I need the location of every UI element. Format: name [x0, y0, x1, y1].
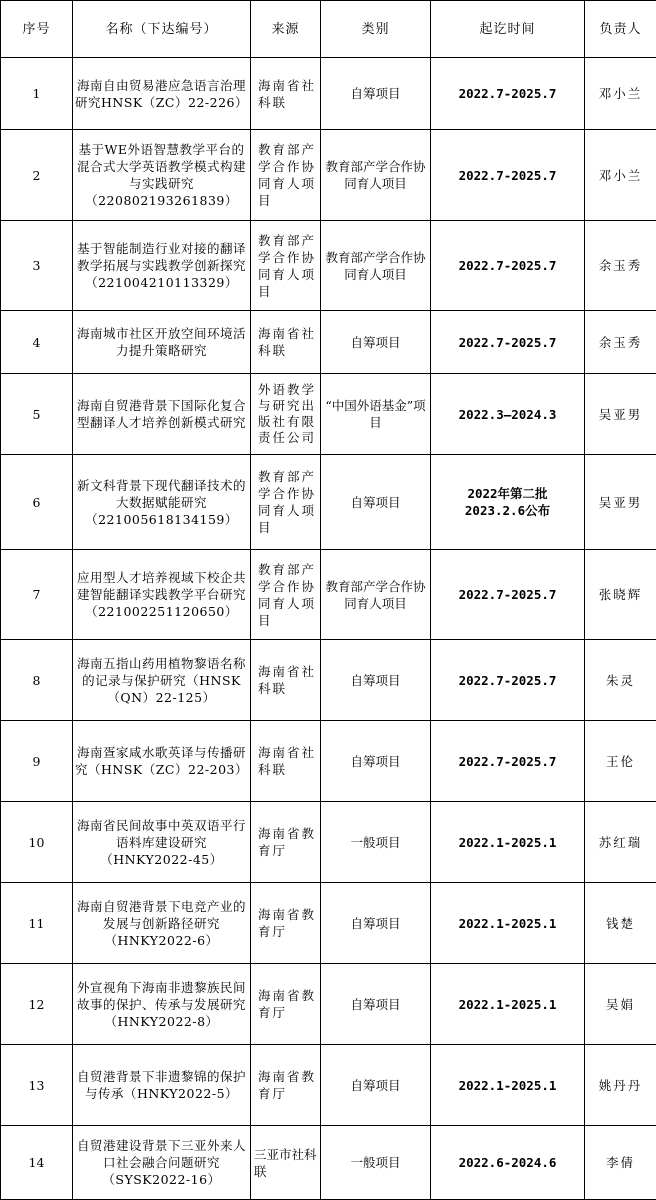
cell-no: 4: [1, 311, 73, 374]
cell-name: 基于智能制造行业对接的翻译教学拓展与实践教学创新探究（221004210113329）: [73, 221, 251, 311]
cell-no: 3: [1, 221, 73, 311]
cell-source: 海南省社科联: [251, 640, 321, 721]
cell-name: 海南自贸港背景下国际化复合型翻译人才培养创新模式研究: [73, 374, 251, 455]
cell-source: 教育部产学合作协同育人项目: [251, 455, 321, 550]
cell-source: 海南省教育厅: [251, 964, 321, 1045]
cell-name: 自贸港背景下非遗黎锦的保护与传承（HNKY2022-5）: [73, 1045, 251, 1126]
cell-category: 自筹项目: [321, 964, 431, 1045]
cell-name: 应用型人才培养视域下校企共建智能翻译实践教学平台研究（221002251120650）: [73, 550, 251, 640]
cell-category: 自筹项目: [321, 721, 431, 802]
cell-period: 2022年第二批2023.2.6公布: [431, 455, 585, 550]
cell-person: 苏红瑞: [585, 802, 656, 883]
cell-category: 自筹项目: [321, 883, 431, 964]
cell-no: 2: [1, 130, 73, 221]
cell-category: 自筹项目: [321, 455, 431, 550]
cell-period: 2022.7-2025.7: [431, 221, 585, 311]
cell-person: 邓小兰: [585, 58, 656, 130]
cell-period: 2022.7-2025.7: [431, 130, 585, 221]
cell-no: 7: [1, 550, 73, 640]
cell-no: 14: [1, 1126, 73, 1200]
cell-source: 教育部产学合作协同育人项目: [251, 130, 321, 221]
cell-category: 自筹项目: [321, 1045, 431, 1126]
cell-person: 余玉秀: [585, 311, 656, 374]
cell-person: 吴亚男: [585, 455, 656, 550]
cell-name: 海南城市社区开放空间环境活力提升策略研究: [73, 311, 251, 374]
cell-person: 王伦: [585, 721, 656, 802]
cell-person: 朱灵: [585, 640, 656, 721]
cell-person: 钱楚: [585, 883, 656, 964]
table-row: [1, 802, 656, 883]
cell-period: 2022.7-2025.7: [431, 640, 585, 721]
cell-category: 教育部产学合作协同育人项目: [321, 130, 431, 221]
cell-source: 海南省教育厅: [251, 802, 321, 883]
cell-category: 一般项目: [321, 802, 431, 883]
cell-person: 吴娟: [585, 964, 656, 1045]
cell-period: 2022.7-2025.7: [431, 311, 585, 374]
cell-source: 海南省社科联: [251, 58, 321, 130]
cell-person: 邓小兰: [585, 130, 656, 221]
table-row: [1, 1045, 656, 1126]
table-row: [1, 964, 656, 1045]
cell-category: 自筹项目: [321, 640, 431, 721]
cell-period: 2022.1-2025.1: [431, 802, 585, 883]
cell-source: 海南省社科联: [251, 721, 321, 802]
header-source: 来源: [251, 1, 321, 58]
header-name: 名称（下达编号）: [73, 1, 251, 58]
table-row: [1, 883, 656, 964]
cell-category: “中国外语基金”项目: [321, 374, 431, 455]
cell-source: 外语教学与研究出版社有限责任公司: [251, 374, 321, 455]
cell-no: 1: [1, 58, 73, 130]
cell-period: 2022.1-2025.1: [431, 964, 585, 1045]
header-row: [1, 1, 656, 58]
table-row: [1, 311, 656, 374]
cell-source: 三亚市社科联: [251, 1126, 321, 1200]
cell-name: 基于WE外语智慧教学平台的混合式大学英语教学模式构建与实践研究（220802193261839）: [73, 130, 251, 221]
table-row: [1, 550, 656, 640]
cell-period: 2022.7-2025.7: [431, 550, 585, 640]
table-row: [1, 130, 656, 221]
cell-source: 海南省教育厅: [251, 1045, 321, 1126]
table-row: [1, 721, 656, 802]
cell-category: 一般项目: [321, 1126, 431, 1200]
cell-name: 自贸港建设背景下三亚外来人口社会融合问题研究（SYSK2022-16）: [73, 1126, 251, 1200]
cell-person: 李倩: [585, 1126, 656, 1200]
cell-no: 5: [1, 374, 73, 455]
cell-person: 姚丹丹: [585, 1045, 656, 1126]
table-row: [1, 58, 656, 130]
cell-source: 海南省教育厅: [251, 883, 321, 964]
header-category: 类别: [321, 1, 431, 58]
cell-period: 2022.3—2024.3: [431, 374, 585, 455]
cell-no: 12: [1, 964, 73, 1045]
cell-no: 8: [1, 640, 73, 721]
table-row: [1, 221, 656, 311]
cell-name: 海南五指山药用植物黎语名称的记录与保护研究（HNSK（QN）22-125）: [73, 640, 251, 721]
cell-period: 2022.1-2025.1: [431, 1045, 585, 1126]
cell-category: 自筹项目: [321, 58, 431, 130]
table-row: [1, 1126, 656, 1200]
cell-source: 海南省社科联: [251, 311, 321, 374]
cell-name: 海南自贸港背景下电竞产业的发展与创新路径研究（HNKY2022-6）: [73, 883, 251, 964]
cell-name: 海南自由贸易港应急语言治理研究HNSK（ZC）22-226）: [73, 58, 251, 130]
cell-category: 教育部产学合作协同育人项目: [321, 221, 431, 311]
cell-no: 13: [1, 1045, 73, 1126]
cell-period: 2022.7-2025.7: [431, 721, 585, 802]
cell-source: 教育部产学合作协同育人项目: [251, 550, 321, 640]
cell-name: 海南疍家咸水歌英译与传播研究（HNSK（ZC）22-203）: [73, 721, 251, 802]
cell-category: 自筹项目: [321, 311, 431, 374]
cell-person: 吴亚男: [585, 374, 656, 455]
cell-person: 张晓辉: [585, 550, 656, 640]
table-row: [1, 640, 656, 721]
table-row: [1, 374, 656, 455]
table-row: [1, 455, 656, 550]
cell-period: 2022.6-2024.6: [431, 1126, 585, 1200]
cell-name: 外宣视角下海南非遗黎族民间故事的保护、传承与发展研究（HNKY2022-8）: [73, 964, 251, 1045]
cell-no: 9: [1, 721, 73, 802]
cell-period: 2022.7-2025.7: [431, 58, 585, 130]
header-person: 负责人: [585, 1, 656, 58]
cell-period: 2022.1-2025.1: [431, 883, 585, 964]
header-period: 起讫时间: [431, 1, 585, 58]
cell-no: 10: [1, 802, 73, 883]
cell-category: 教育部产学合作协同育人项目: [321, 550, 431, 640]
cell-person: 余玉秀: [585, 221, 656, 311]
cell-source: 教育部产学合作协同育人项目: [251, 221, 321, 311]
header-no: 序号: [1, 1, 73, 58]
cell-no: 11: [1, 883, 73, 964]
cell-name: 海南省民间故事中英双语平行语料库建设研究（HNKY2022-45）: [73, 802, 251, 883]
cell-name: 新文科背景下现代翻译技术的大数据赋能研究（221005618134159）: [73, 455, 251, 550]
cell-no: 6: [1, 455, 73, 550]
